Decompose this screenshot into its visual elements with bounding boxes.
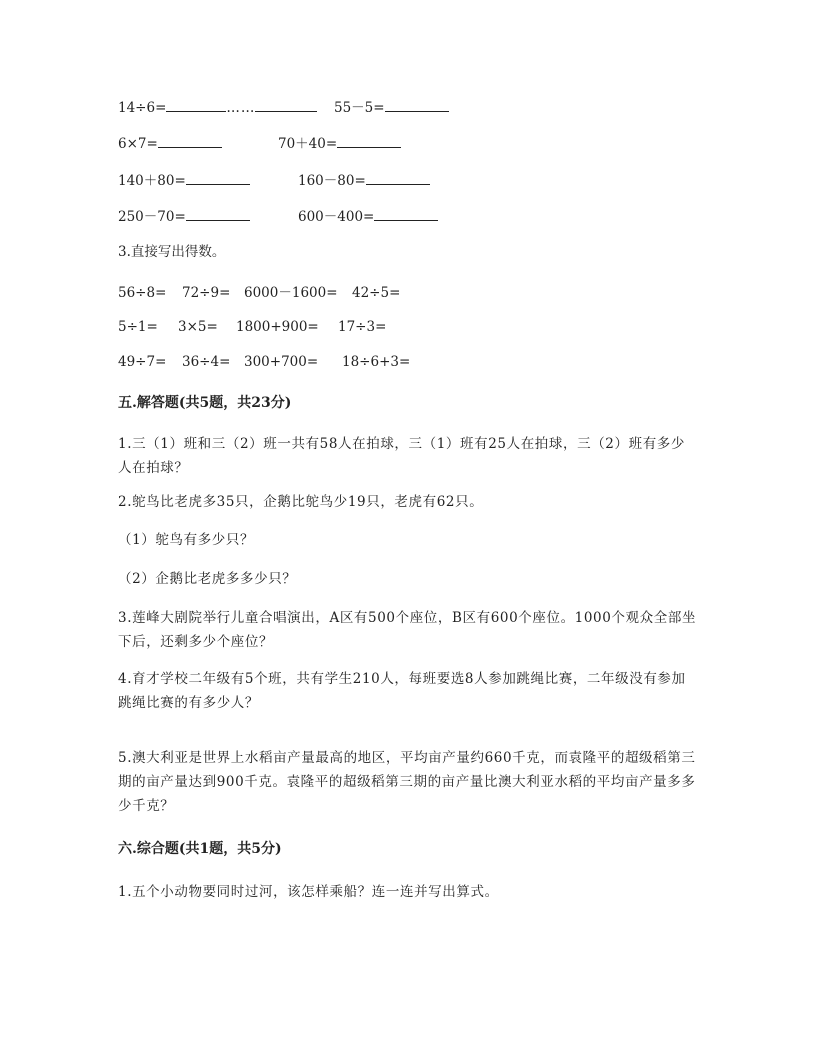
calc-row-1 bbox=[118, 98, 317, 118]
answer-blank[interactable] bbox=[374, 207, 438, 221]
answer-blank[interactable] bbox=[166, 98, 226, 112]
calc-row-4 bbox=[118, 207, 250, 227]
calc-row-3-b bbox=[298, 171, 430, 191]
calc-expression: 55－5= bbox=[334, 100, 385, 116]
section-6-question-1: 1.五个小动物要同时过河，该怎样乘船？连一连并写出算式。 bbox=[118, 884, 499, 900]
calc-expression: 140＋80= bbox=[118, 173, 186, 189]
answer-blank[interactable] bbox=[186, 207, 250, 221]
calc-row-3 bbox=[118, 171, 250, 191]
direct-item: 6000－1600= bbox=[244, 285, 338, 301]
section-5-question-5: 5.澳大利亚是世界上水稻亩产量最高的地区，平均亩产量约660千克，而袁隆平的超级稻第三期的亩产量达到900千克。袁隆平的超级稻第三期的亩产量比澳大利亚水稻的平均亩产量多多少千克？ bbox=[118, 750, 696, 814]
section-5-question-2: 2.鸵鸟比老虎多35只，企鹅比鸵鸟少19只，老虎有62只。 bbox=[118, 494, 484, 510]
direct-item: 3×5= bbox=[178, 319, 218, 335]
section-5-title: 五.解答题(共5题，共23分) bbox=[118, 395, 292, 411]
answer-blank[interactable] bbox=[366, 171, 430, 185]
direct-item: 5÷1= bbox=[118, 319, 158, 335]
section-5-question-4: 4.育才学校二年级有5个班，共有学生210人，每班要选8人参加跳绳比赛，二年级没有参加跳绳比赛的有多少人？ bbox=[118, 671, 686, 711]
section-6-title: 六.综合题(共1题，共5分) bbox=[118, 841, 282, 857]
section-5-question-2-part-1: （1）鸵鸟有多少只？ bbox=[118, 532, 255, 548]
direct-item: 17÷3= bbox=[338, 319, 387, 335]
section-5-question-2-part-2: （2）企鹅比老虎多多少只？ bbox=[118, 571, 297, 587]
dot-leader: …… bbox=[226, 100, 256, 116]
calc-expression: 6×7= bbox=[118, 136, 158, 152]
section-5-question-3: 3.莲峰大剧院举行儿童合唱演出，A区有500个座位，B区有600个座位。1000个观众全部坐下后，还剩多少个座位？ bbox=[118, 610, 697, 650]
answer-blank[interactable] bbox=[385, 98, 449, 112]
direct-item: 1800+900= bbox=[236, 319, 319, 335]
calc-row-1-b bbox=[334, 98, 449, 118]
calc-expression: 70＋40= bbox=[278, 136, 338, 152]
calc-row-4-b bbox=[298, 207, 438, 227]
direct-item: 36÷4= bbox=[182, 354, 231, 370]
answer-blank[interactable] bbox=[255, 98, 317, 112]
answer-blank[interactable] bbox=[186, 171, 250, 185]
calc-row-2 bbox=[118, 134, 222, 154]
answer-blank[interactable] bbox=[337, 134, 401, 148]
question-3-title: 3.直接写出得数。 bbox=[118, 244, 226, 260]
direct-item: 49÷7= bbox=[118, 354, 167, 370]
calc-expression: 250－70= bbox=[118, 209, 186, 225]
direct-item: 42÷5= bbox=[352, 285, 401, 301]
calc-expression: 600－400= bbox=[298, 209, 375, 225]
calc-expression: 160－80= bbox=[298, 173, 366, 189]
direct-item: 18÷6+3= bbox=[342, 354, 411, 370]
direct-item: 300+700= bbox=[244, 354, 319, 370]
calc-expression: 14÷6= bbox=[118, 100, 167, 116]
calc-row-2-b bbox=[278, 134, 401, 154]
section-5-question-1: 1.三（1）班和三（2）班一共有58人在拍球，三（1）班有25人在拍球，三（2）班有多少人在拍球？ bbox=[118, 436, 685, 476]
answer-blank[interactable] bbox=[158, 134, 222, 148]
direct-item: 72÷9= bbox=[182, 285, 231, 301]
direct-item: 56÷8= bbox=[118, 285, 167, 301]
